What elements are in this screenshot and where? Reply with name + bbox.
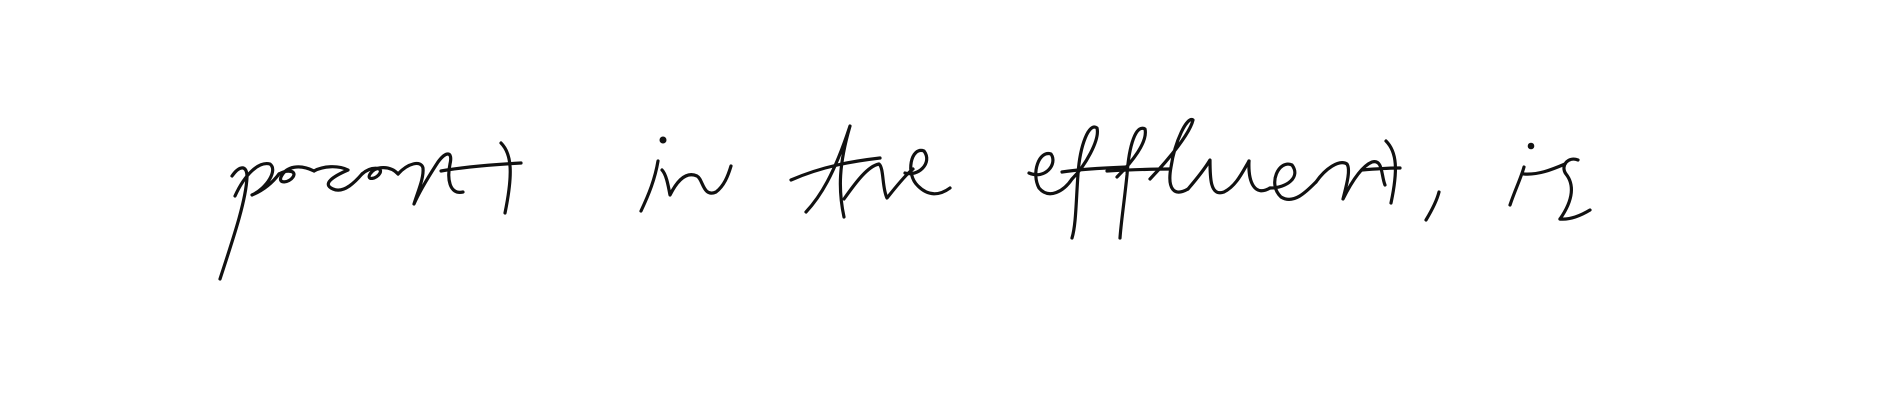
word-in (641, 137, 731, 212)
word-effluent (1029, 120, 1439, 238)
word-the (791, 126, 950, 217)
word-present (220, 143, 521, 279)
word-is (1510, 143, 1590, 219)
